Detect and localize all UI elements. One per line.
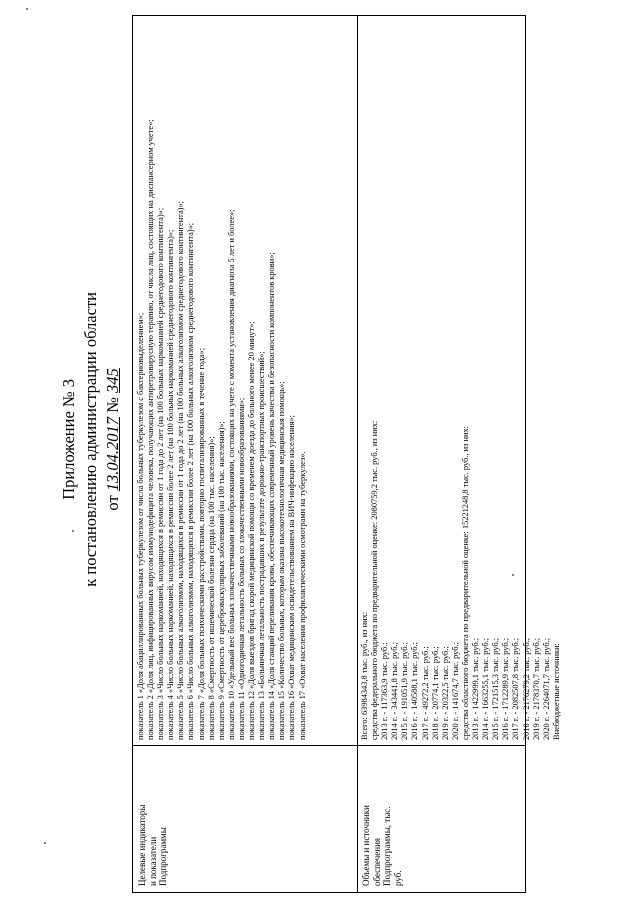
row-label-funding: Объемы и источники обеспечения Подпрограммы, тыс. руб. bbox=[361, 805, 403, 886]
appendix-subtitle: к постановлению администрации области bbox=[81, 292, 100, 587]
table-line: 2014 г. - 343441,8 тыс. руб.; bbox=[390, 642, 400, 740]
table-line: показатель 16 «Охват медицинским освидетельствованием на ВИЧ-инфекцию населения»; bbox=[287, 415, 297, 740]
indicators-list bbox=[136, 22, 308, 740]
table-line: показатель 3 «Число больных наркоманией, находящихся в ремиссии от 1 года до 2 лет (на 100 больных наркоманией среднегодового контингента)»; bbox=[156, 207, 166, 740]
table-line: показатель 4 «Число больных наркоманией, находящихся в ремиссии более 2 лет (на 100 больных наркоманией среднегодового контингента)»; bbox=[166, 229, 176, 740]
table-line: 2018 г. - 2176279,2 тыс. руб.; bbox=[521, 637, 531, 740]
table-line: показатель 1 «Доля абациллированных больных туберкулезом от числа больных туберкулезом с бактериовыделением»; bbox=[136, 312, 145, 740]
table-line: 2020 г. - 141674,7 тыс. руб.; bbox=[450, 642, 460, 740]
table-line: показатель 2 «Доля лиц, инфицированных вирусом иммунодефицита человека, получающих антиретровирусную терапию, от числа лиц, состоящих на диспансерном учете»; bbox=[146, 119, 156, 740]
decree-date: 13.04.2017 bbox=[103, 416, 122, 492]
table-line: показатель 15 «Количество больных, которым оказана высокотехнологичная медицинская помощь»; bbox=[277, 381, 287, 740]
program-table bbox=[132, 15, 561, 893]
table-line: 2016 г. - 140588,1 тыс. руб.; bbox=[410, 642, 420, 740]
funding-list bbox=[360, 22, 562, 740]
scan-speck bbox=[512, 574, 514, 576]
table-line: 2017 г. - 49272,2 тыс. руб.; bbox=[420, 646, 430, 740]
table-column-divider bbox=[133, 745, 525, 746]
table-line: показатель 13 «Больничная летальность пострадавших в результате дорожно-транспортных происшествий»; bbox=[257, 351, 267, 740]
appendix-date-line: от 13.04.2017 № 345 bbox=[103, 368, 122, 511]
table-line: показатель 8 «Смертность от ишемической болезни сердца (на 100 тыс. населения)»; bbox=[206, 436, 216, 740]
table-line: Внебюджетные источники: bbox=[551, 643, 561, 740]
table-line: показатель 6 «Число больных алкоголизмом, находящихся в ремиссии более 2 лет (на 100 больных алкоголизмом среднегодового контингента)»; bbox=[186, 222, 196, 740]
table-row-divider bbox=[357, 16, 358, 892]
table-line: 2015 г. - 191051,9 тыс. руб.; bbox=[400, 642, 410, 740]
appendix-title: Приложение № 3 bbox=[59, 378, 78, 500]
table-line: 2017 г. - 2082507,8 тыс. руб.; bbox=[511, 637, 521, 740]
table-line: 2014 г. - 1663255,1 тыс. руб.; bbox=[481, 637, 491, 740]
table-line: показатель 7 «Доля больных психическими расстройствами, повторно госпитализированных в течение года»; bbox=[196, 347, 206, 740]
table-line: средства федерального бюджета по предварительной оценке: 2080759,2 тыс. руб., из них: bbox=[370, 420, 380, 740]
table-line: 2015 г. - 1721515,3 тыс. руб.; bbox=[491, 637, 501, 740]
table-line: 2013 г. - 1422999,1 тыс. руб.; bbox=[471, 637, 481, 740]
table-line: 2013 г. - 117363,9 тыс. руб.; bbox=[380, 642, 390, 740]
table-line: показатель 11 «Одногодичная летальность больных со злокачественными новообразованиями»; bbox=[236, 397, 246, 740]
table-line: показатель 12 «Доля выездов бригад скорой медицинской помощи со временем доезда до больного менее 20 минут»; bbox=[247, 321, 257, 740]
table-line: 2019 г. - 20322,5 тыс. руб.; bbox=[440, 646, 450, 740]
scan-speck bbox=[44, 842, 46, 844]
table-line: показатель 5 «Число больных алкоголизмом, находящихся в ремиссии от 1 года до 2 лет (на 100 больных алкоголизмом среднегодового контингента)»; bbox=[176, 201, 186, 740]
table-line: средства областного бюджета по предварительной оценке: 15221248,8 тыс. руб., из них: bbox=[460, 426, 470, 740]
table-line: 2016 г. - 1712289,9 тыс. руб.; bbox=[501, 637, 511, 740]
scan-speck bbox=[72, 530, 74, 532]
appendix-header bbox=[58, 292, 124, 587]
decree-number: 345 bbox=[103, 368, 122, 393]
table-line: 2020 г. - 2264071,7 тыс. руб.; bbox=[541, 637, 551, 740]
table-line: показатель 14 «Доля станций переливания крови, обеспечивающих современный уровень качества и безопасности компонентов крови»; bbox=[267, 252, 277, 740]
scan-speck bbox=[26, 8, 28, 10]
row-label-indicators: Целевые индикаторы и показатели Подпрограммы bbox=[137, 804, 168, 886]
table-line: Всего: 63984343,8 тыс. руб., из них: bbox=[360, 611, 369, 740]
table-line: 2018 г. - 20774,1 тыс. руб.; bbox=[430, 646, 440, 740]
table-line: 2019 г. - 2178370,7 тыс. руб.; bbox=[531, 637, 541, 740]
table-line: показатель 17 «Охват населения профилактическими осмотрами на туберкулез». bbox=[297, 451, 307, 740]
table-line: показатель 10 «Удельный вес больных злокачественными новообразованиями, состоящих на учете с момента установления диагноза 5 лет и более»; bbox=[226, 209, 236, 740]
table-line: показатель 9 «Смертность от цереброваскулярных заболеваний (на 100 тыс. населения)»; bbox=[216, 421, 226, 740]
